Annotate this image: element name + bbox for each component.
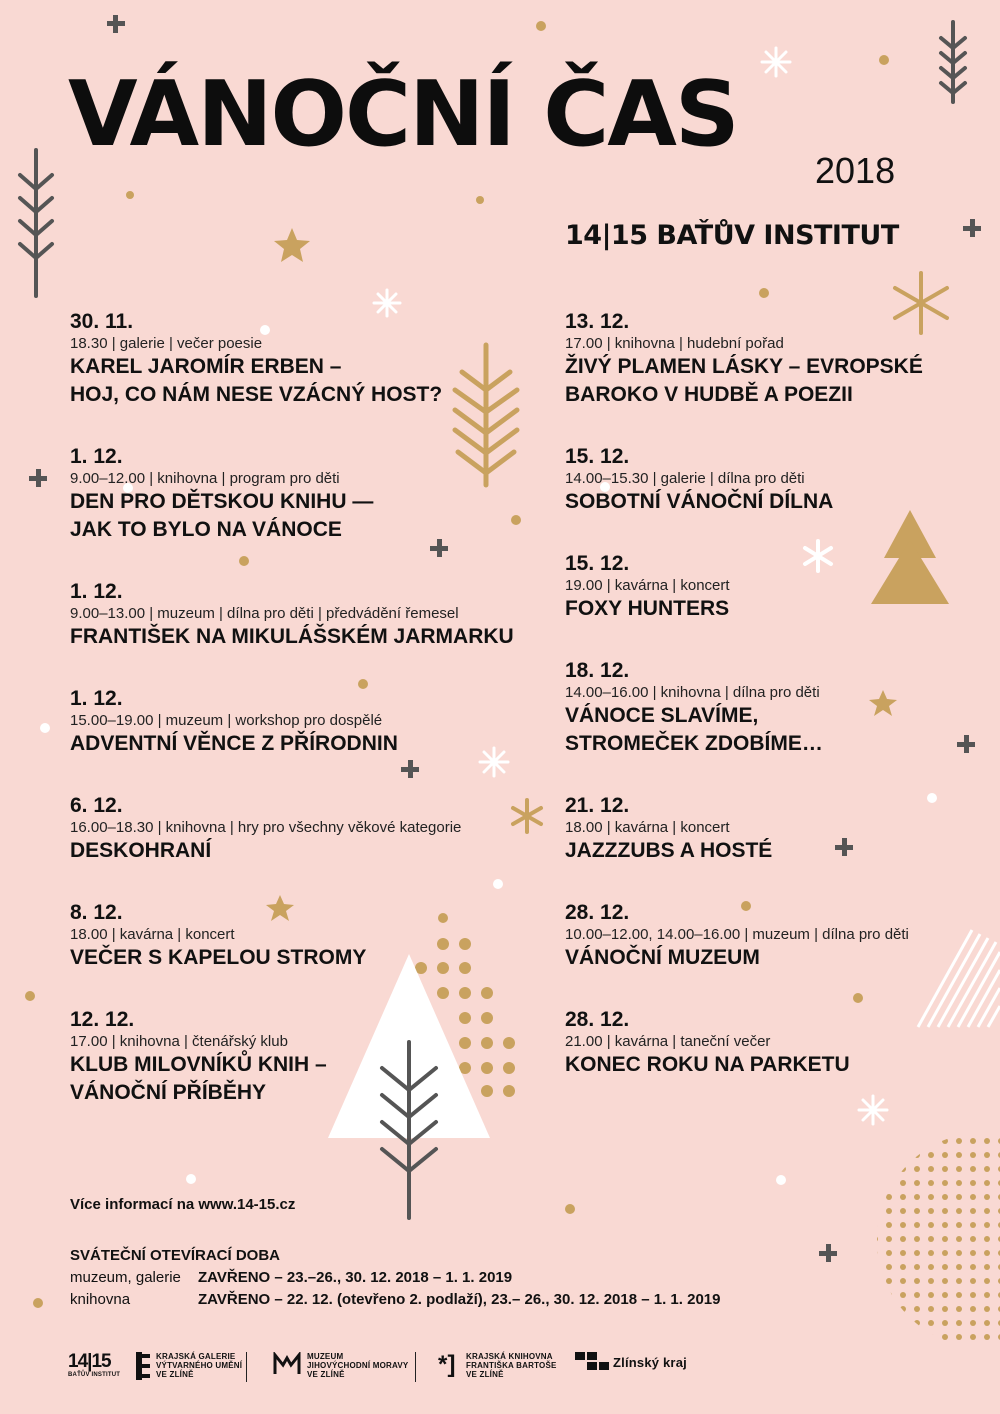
logo-kraj-text: Zlínský kraj bbox=[613, 1355, 687, 1370]
logo-galerie bbox=[136, 1352, 242, 1379]
event-item bbox=[565, 310, 923, 409]
event-date: 13. 12. bbox=[565, 310, 630, 333]
event-info: 10.00–12.00, 14.00–16.00 | muzeum | dílna pro děti bbox=[565, 926, 909, 943]
event-date: 12. 12. bbox=[70, 1008, 135, 1031]
muzeum-logo-icon bbox=[273, 1352, 301, 1376]
event-date: 28. 12. bbox=[565, 901, 630, 924]
event-date: 21. 12. bbox=[565, 794, 630, 817]
event-title: VÁNOCE SLAVÍME, STROMEČEK ZDOBÍME… bbox=[565, 704, 823, 755]
logo-batuv-subtitle: BAŤŮV INSTITUT bbox=[68, 1372, 121, 1378]
event-item bbox=[70, 310, 442, 409]
white-snowflake-icon bbox=[859, 1096, 887, 1124]
event-info: 9.00–12.00 | knihovna | program pro děti bbox=[70, 470, 340, 487]
logo-separator bbox=[246, 1352, 247, 1382]
event-date: 18. 12. bbox=[565, 659, 630, 682]
opening-hours-row bbox=[70, 1267, 720, 1289]
opening-hours-label: knihovna bbox=[70, 1291, 131, 1308]
event-date: 15. 12. bbox=[565, 552, 630, 575]
opening-hours-value: ZAVŘENO – 22. 12. (otevřeno 2. podlaží), 23.– 26., 30. 12. 2018 – 1. 1. 2019 bbox=[198, 1291, 721, 1308]
event-date: 1. 12. bbox=[70, 687, 123, 710]
opening-hours-row bbox=[70, 1289, 720, 1311]
logo-zlinsky-kraj bbox=[575, 1352, 687, 1371]
logo-muzeum-text: MUZEUM JIHOVÝCHODNÍ MORAVY VE ZLÍNĚ bbox=[307, 1352, 409, 1379]
event-title: KONEC ROKU NA PARKETU bbox=[565, 1053, 850, 1076]
event-info: 16.00–18.30 | knihovna | hry pro všechny věkové kategorie bbox=[70, 819, 462, 836]
event-item bbox=[70, 1008, 327, 1107]
opening-hours-heading: SVÁTEČNÍ OTEVÍRACÍ DOBA bbox=[70, 1247, 281, 1264]
logo-batuv-number: 14|15 bbox=[68, 1351, 111, 1372]
dark-tree-icon bbox=[20, 150, 52, 296]
event-title: ŽIVÝ PLAMEN LÁSKY – EVROPSKÉ BAROKO V HUDBĚ A POEZII bbox=[565, 355, 923, 406]
event-title: FRANTIŠEK NA MIKULÁŠSKÉM JARMARKU bbox=[70, 625, 514, 648]
event-info: 14.00–16.00 | knihovna | dílna pro děti bbox=[565, 684, 820, 701]
striped-triangle-icon bbox=[918, 930, 1000, 1027]
event-title: VÁNOČNÍ MUZEUM bbox=[565, 946, 760, 969]
event-info: 9.00–13.00 | muzeum | dílna pro děti | předvádění řemesel bbox=[70, 605, 459, 622]
dark-tree-icon bbox=[941, 22, 965, 102]
event-title: FOXY HUNTERS bbox=[565, 597, 730, 620]
white-snowflake-icon bbox=[480, 748, 508, 776]
event-item bbox=[565, 552, 730, 623]
event-title: ADVENTNÍ VĚNCE Z PŘÍRODNIN bbox=[70, 732, 398, 755]
event-title: SOBOTNÍ VÁNOČNÍ DÍLNA bbox=[565, 490, 834, 513]
event-item bbox=[70, 445, 373, 544]
event-info: 18.00 | kavárna | koncert bbox=[565, 819, 730, 836]
dotted-circle-icon bbox=[877, 1132, 1000, 1348]
event-item bbox=[565, 901, 909, 972]
event-item bbox=[70, 687, 398, 758]
event-info: 15.00–19.00 | muzeum | workshop pro dospělé bbox=[70, 712, 383, 729]
event-info: 14.00–15.30 | galerie | dílna pro děti bbox=[565, 470, 805, 487]
event-info: 17.00 | knihovna | hudební pořad bbox=[565, 335, 784, 352]
event-date: 30. 11. bbox=[70, 310, 134, 333]
event-date: 6. 12. bbox=[70, 794, 123, 817]
event-title: KLUB MILOVNÍKŮ KNIH – VÁNOČNÍ PŘÍBĚHY bbox=[70, 1053, 327, 1104]
opening-hours-label: muzeum, galerie bbox=[70, 1269, 181, 1286]
event-date: 15. 12. bbox=[565, 445, 630, 468]
event-title: DEN PRO DĚTSKOU KNIHU — JAK TO BYLO NA VÁNOCE bbox=[70, 490, 374, 541]
gold-triangle-tree-icon bbox=[871, 510, 949, 604]
event-date: 1. 12. bbox=[70, 445, 123, 468]
event-date: 1. 12. bbox=[70, 580, 123, 603]
gold-snowflake-icon bbox=[513, 800, 541, 832]
kraj-logo-icon bbox=[575, 1352, 609, 1372]
white-snowflake-icon bbox=[805, 541, 831, 571]
event-item bbox=[565, 445, 833, 516]
logo-muzeum bbox=[273, 1352, 408, 1379]
event-info: 17.00 | knihovna | čtenářský klub bbox=[70, 1033, 288, 1050]
asterisk-logo-icon: *] bbox=[438, 1351, 456, 1378]
galerie-logo-icon bbox=[136, 1352, 150, 1380]
event-item bbox=[70, 901, 366, 972]
star-icon bbox=[869, 690, 897, 716]
partner-logos bbox=[68, 1352, 708, 1382]
year: 2018 bbox=[815, 150, 896, 191]
logo-galerie-text: KRAJSKÁ GALERIE VÝTVARNÉHO UMĚNÍ VE ZLÍNĚ bbox=[156, 1352, 243, 1379]
logo-knihovna bbox=[438, 1352, 557, 1379]
logo-knihovna-text: KRAJSKÁ KNIHOVNA FRANTIŠKA BARTOŠE VE ZLÍNĚ bbox=[466, 1352, 557, 1379]
star-icon bbox=[274, 228, 310, 262]
event-date: 28. 12. bbox=[565, 1008, 630, 1031]
logo-batuv-institut bbox=[68, 1352, 120, 1379]
event-title: KAREL JAROMÍR ERBEN – HOJ, CO NÁM NESE VZÁCNÝ HOST? bbox=[70, 355, 443, 406]
more-info-link[interactable]: Více informací na www.14-15.cz bbox=[70, 1196, 296, 1213]
event-info: 18.00 | kavárna | koncert bbox=[70, 926, 235, 943]
opening-hours bbox=[70, 1245, 720, 1311]
event-info: 19.00 | kavárna | koncert bbox=[565, 577, 730, 594]
page-title: VÁNOČNÍ ČAS bbox=[68, 62, 738, 167]
event-title: JAZZZUBS A HOSTÉ bbox=[565, 839, 773, 862]
gold-tree-icon bbox=[455, 345, 517, 485]
event-item bbox=[565, 659, 823, 758]
event-info: 18.30 | galerie | večer poesie bbox=[70, 335, 263, 352]
event-item bbox=[70, 794, 461, 865]
logo-separator bbox=[415, 1352, 416, 1382]
venue-name: 14|15 BAŤŮV INSTITUT bbox=[565, 220, 899, 251]
event-date: 8. 12. bbox=[70, 901, 123, 924]
event-title: DESKOHRANÍ bbox=[70, 839, 212, 862]
event-item bbox=[565, 794, 772, 865]
event-info: 21.00 | kavárna | taneční večer bbox=[565, 1033, 771, 1050]
event-item bbox=[70, 580, 514, 651]
event-item bbox=[565, 1008, 850, 1079]
opening-hours-value: ZAVŘENO – 23.–26., 30. 12. 2018 – 1. 1. 2019 bbox=[198, 1269, 513, 1286]
event-title: VEČER S KAPELOU STROMY bbox=[70, 946, 367, 969]
white-snowflake-icon bbox=[762, 48, 790, 76]
